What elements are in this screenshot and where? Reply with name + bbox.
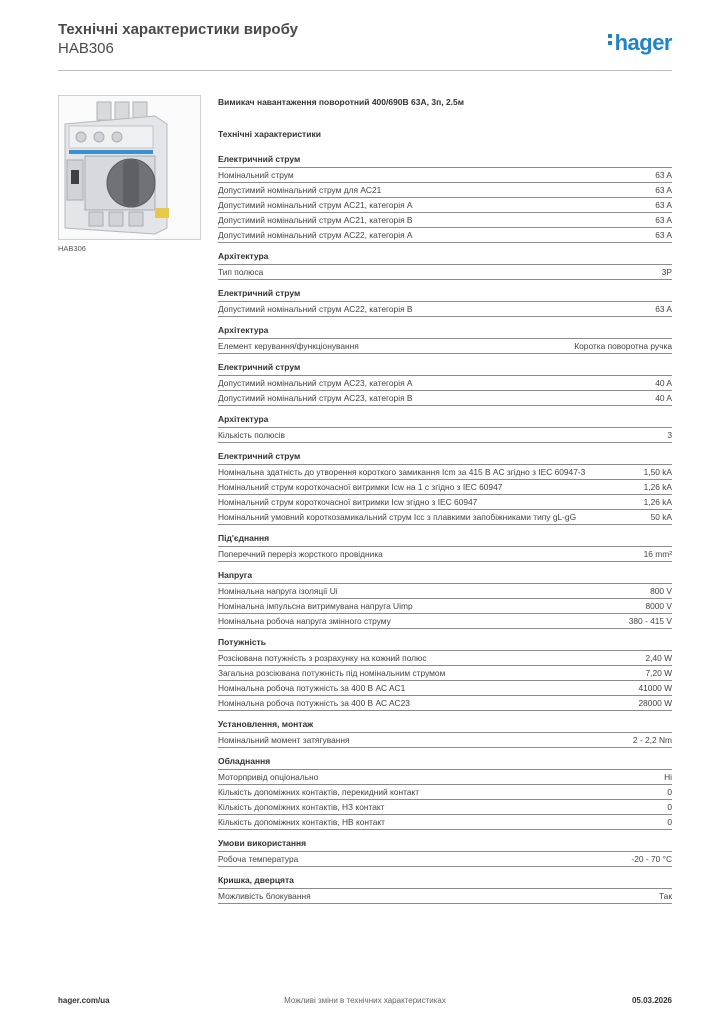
- spec-label: Моторпривід опціонально: [218, 772, 319, 782]
- spec-value: 63 A: [655, 170, 672, 180]
- spec-label: Номінальна робоча потужність за 400 В AC AC23: [218, 698, 410, 708]
- spec-group-title: Архітектура: [218, 414, 672, 428]
- spec-value: 28000 W: [638, 698, 672, 708]
- spec-group-title: Обладнання: [218, 756, 672, 770]
- spec-row: [218, 183, 672, 198]
- spec-label: Кількість допоміжних контактів, перекидний контакт: [218, 787, 420, 797]
- spec-label: Номінальна робоча потужність за 400 В AC AC1: [218, 683, 406, 693]
- spec-label: Кількість допоміжних контактів, НЗ контакт: [218, 802, 385, 812]
- spec-label: Допустимий номінальний струм AC22, категорія A: [218, 230, 413, 240]
- spec-group-title: Електричний струм: [218, 451, 672, 465]
- spec-row: [218, 391, 672, 406]
- spec-value: Так: [658, 891, 672, 901]
- spec-row: [218, 495, 672, 510]
- spec-group-title: Умови використання: [218, 838, 672, 852]
- spec-group-title: Потужність: [218, 637, 672, 651]
- spec-row: [218, 376, 672, 391]
- spec-label: Номінальна здатність до утворення короткого замикання Icm за 415 В AC згідно з IEC 60947-3: [218, 467, 586, 477]
- spec-label: Допустимий номінальний струм для AC21: [218, 185, 382, 195]
- spec-value: -20 - 70 °C: [631, 854, 672, 864]
- spec-value: 3: [667, 430, 672, 440]
- spec-row: [218, 547, 672, 562]
- spec-group-title: Архітектура: [218, 251, 672, 265]
- spec-label: Номінальний струм короткочасної витримки Icw на 1 с згідно з IEC 60947: [218, 482, 503, 492]
- spec-group-title: Напруга: [218, 570, 672, 584]
- spec-value: 1,50 kA: [643, 467, 672, 477]
- spec-label: Розсіювана потужність з розрахунку на кожний полюс: [218, 653, 427, 663]
- footer-date: 05.03.2026: [631, 996, 672, 1005]
- spec-row: [218, 889, 672, 904]
- spec-value: Ні: [664, 772, 672, 782]
- spec-row: [218, 800, 672, 815]
- spec-groups: [218, 154, 672, 904]
- hager-logo: [608, 30, 672, 56]
- spec-row: [218, 651, 672, 666]
- spec-row: [218, 339, 672, 354]
- spec-value: 63 A: [655, 185, 672, 195]
- spec-value: 800 V: [650, 586, 672, 596]
- spec-label: Номінальний момент затягування: [218, 735, 350, 745]
- spec-group-title: Під'єднання: [218, 533, 672, 547]
- spec-value: 63 A: [655, 304, 672, 314]
- spec-value: 2,40 W: [645, 653, 672, 663]
- logo-colon-icon: [608, 31, 613, 48]
- spec-row: [218, 302, 672, 317]
- spec-value: 40 A: [655, 378, 672, 388]
- spec-group-title: Кришка, дверцята: [218, 875, 672, 889]
- product-name: Вимикач навантаження поворотний 400/690В 63А, 3п, 2.5м: [218, 97, 465, 107]
- spec-row: [218, 480, 672, 495]
- spec-value: 0: [667, 787, 672, 797]
- spec-row: [218, 584, 672, 599]
- spec-row: [218, 785, 672, 800]
- spec-label: Тип полюса: [218, 267, 264, 277]
- spec-label: Допустимий номінальний струм AC23, категорія A: [218, 378, 413, 388]
- page-header: [58, 20, 672, 68]
- spec-row: [218, 815, 672, 830]
- spec-value: 1,26 kA: [643, 497, 672, 507]
- spec-group-title: Електричний струм: [218, 288, 672, 302]
- spec-group-title: Установлення, монтаж: [218, 719, 672, 733]
- spec-row: [218, 465, 672, 480]
- spec-label: Номінальний струм: [218, 170, 294, 180]
- spec-label: Допустимий номінальний струм AC22, категорія B: [218, 304, 413, 314]
- spec-value: 41000 W: [638, 683, 672, 693]
- spec-value: 63 A: [655, 200, 672, 210]
- spec-value: 8000 V: [645, 601, 672, 611]
- spec-row: [218, 696, 672, 711]
- spec-label: Номінальний умовний короткозамикальний струм Icc з плавкими запобіжниками типу gL-gG: [218, 512, 577, 522]
- spec-value: 0: [667, 817, 672, 827]
- spec-row: [218, 681, 672, 696]
- spec-label: Номінальний струм короткочасної витримки Icw згідно з IEC 60947: [218, 497, 478, 507]
- spec-label: Номінальна робоча напруга змінного струму: [218, 616, 391, 626]
- spec-value: 7,20 W: [645, 668, 672, 678]
- spec-value: 1,26 kA: [643, 482, 672, 492]
- spec-group-title: Електричний струм: [218, 362, 672, 376]
- spec-label: Допустимий номінальний струм AC23, категорія B: [218, 393, 413, 403]
- spec-row: [218, 733, 672, 748]
- spec-label: Кількість полюсів: [218, 430, 285, 440]
- spec-row: [218, 265, 672, 280]
- spec-row: [218, 510, 672, 525]
- spec-value: 380 - 415 V: [628, 616, 672, 626]
- page-title: Технічні характеристики виробу: [58, 21, 298, 38]
- spec-label: Елемент керування/функціонування: [218, 341, 359, 351]
- spec-row: [218, 852, 672, 867]
- spec-row: [218, 770, 672, 785]
- spec-row: [218, 198, 672, 213]
- spec-value: 50 kA: [650, 512, 672, 522]
- section-heading: Технічні характеристики: [218, 129, 321, 139]
- spec-label: Допустимий номінальний струм AC21, категорія B: [218, 215, 413, 225]
- spec-section: [218, 95, 672, 904]
- spec-row: [218, 168, 672, 183]
- spec-value: 63 A: [655, 215, 672, 225]
- spec-label: Номінальна імпульсна витримувана напруга Uimp: [218, 601, 413, 611]
- spec-row: [218, 428, 672, 443]
- product-image: [58, 95, 201, 240]
- logo-text: hager: [614, 30, 672, 55]
- spec-label: Поперечний переріз жорсткого провідника: [218, 549, 383, 559]
- spec-row: [218, 666, 672, 681]
- spec-row: [218, 228, 672, 243]
- spec-value: 16 mm²: [643, 549, 672, 559]
- spec-row: [218, 614, 672, 629]
- spec-label: Допустимий номінальний струм AC21, категорія A: [218, 200, 413, 210]
- spec-value: 3P: [661, 267, 672, 277]
- spec-value: 2 - 2,2 Nm: [632, 735, 672, 745]
- footer-website: hager.com/ua: [58, 996, 110, 1005]
- spec-group-title: Електричний струм: [218, 154, 672, 168]
- spec-group-title: Архітектура: [218, 325, 672, 339]
- spec-row: [218, 213, 672, 228]
- spec-row: [218, 599, 672, 614]
- page-footer: [58, 996, 672, 1010]
- image-caption: HAB306: [58, 244, 86, 253]
- spec-label: Номінальна напруга ізоляції Ui: [218, 586, 338, 596]
- spec-label: Загальна розсіювана потужність під номінальним струмом: [218, 668, 446, 678]
- footer-notice: Можливі зміни в технічних характеристиках: [284, 996, 446, 1005]
- spec-value: 40 A: [655, 393, 672, 403]
- spec-value: Коротка поворотна ручка: [574, 341, 672, 351]
- spec-value: 63 A: [655, 230, 672, 240]
- header-divider: [58, 70, 672, 71]
- spec-value: 0: [667, 802, 672, 812]
- spec-label: Кількість допоміжних контактів, НВ контакт: [218, 817, 385, 827]
- spec-label: Робоча температура: [218, 854, 299, 864]
- spec-label: Можливість блокування: [218, 891, 311, 901]
- rotary-switch-icon: [59, 96, 200, 239]
- product-code: HAB306: [58, 40, 114, 57]
